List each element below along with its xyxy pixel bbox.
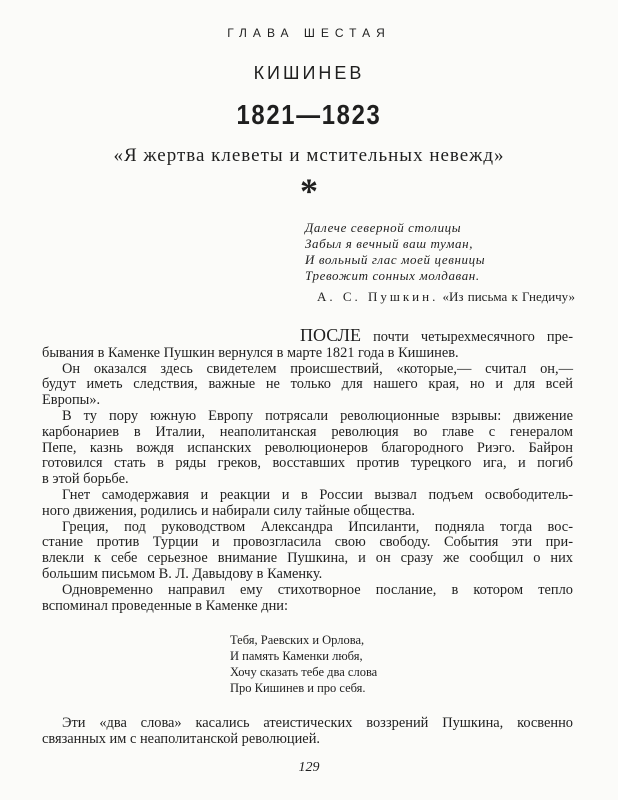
text-line: в этой борьбе. bbox=[42, 471, 129, 488]
epigraph-line: И вольный глас моей цевницы bbox=[305, 252, 486, 267]
quoted-verse bbox=[230, 632, 377, 696]
text-line: связанных им с неаполитанской революцией. bbox=[42, 730, 320, 747]
epigraph-line: Далече северной столицы bbox=[305, 220, 462, 235]
paragraph bbox=[42, 583, 573, 615]
text-line: Гнет самодержавия и реакции и в России вызвал подъем освободитель- bbox=[62, 486, 573, 503]
epigraph-source: «Из письма к Гнедичу» bbox=[442, 289, 576, 304]
verse-line: И память Каменки любя, bbox=[230, 649, 363, 663]
verse-line: Про Кишинев и про себя. bbox=[230, 681, 366, 695]
verse-line: Хочу сказать тебе два слова bbox=[230, 665, 378, 679]
text-line: большим письмом В. Л. Давыдову в Каменку. bbox=[42, 565, 323, 582]
text-line: готовился стать в ряды греков, восставших против турецкого ига, и погиб bbox=[42, 455, 573, 472]
text-line: Он оказался здесь свидетелем происшествий, «которые,— считал он,— bbox=[62, 360, 573, 377]
text-line: вспоминал проведенные в Каменке дни: bbox=[42, 597, 289, 614]
epigraph-verse bbox=[305, 220, 485, 284]
text-line: Пепе, казнь вождя испанских революционеров благородного Риэго. Байрон bbox=[42, 439, 573, 456]
paragraph bbox=[42, 362, 573, 409]
text-line: будут иметь следствия, важные не только для нашего края, но и для всей bbox=[42, 376, 573, 393]
text-line: Одновременно направил ему стихотворное послание, в котором тепло bbox=[62, 581, 573, 598]
text-line: В ту пору южную Европу потрясали революционные взрывы: движение bbox=[62, 407, 573, 424]
text-line: стание против Турции и провозгласила свою свободу. События эти при- bbox=[42, 534, 573, 551]
closing-paragraph bbox=[42, 716, 573, 748]
epigraph-line: Тревожит сонных молдаван. bbox=[305, 268, 480, 283]
text-line: ного движения, родились и набирали силу тайные общества. bbox=[42, 502, 416, 519]
text-line: Европы». bbox=[42, 392, 101, 409]
text-line-rest: почти четырехмесячного пре- bbox=[373, 329, 573, 345]
text-line bbox=[42, 325, 573, 346]
epigraph-author: А. С. Пушкин. bbox=[317, 289, 439, 304]
text-line: карбонариев в Италии, неаполитанская революция во главе с генералом bbox=[42, 423, 573, 440]
chapter-motto: «Я жертва клеветы и мстительных невежд» bbox=[113, 145, 505, 166]
verse-line: Тебя, Раевских и Орлова, bbox=[230, 633, 365, 647]
text-line: влекли к себе серьезное внимание Пушкина, и он сразу же сообщил о них bbox=[42, 550, 573, 567]
asterisk-ornament-icon: * bbox=[300, 171, 318, 211]
page-number: 129 bbox=[298, 760, 320, 775]
paragraph bbox=[42, 488, 573, 520]
chapter-label: ГЛАВА ШЕСТАЯ bbox=[227, 26, 391, 40]
chapter-years: 1821—1823 bbox=[236, 99, 382, 130]
text-line: Эти «два слова» касались атеистических воззрений Пушкина, косвенно bbox=[62, 715, 573, 731]
paragraph bbox=[42, 520, 573, 583]
paragraph bbox=[42, 409, 573, 488]
paragraph bbox=[42, 325, 573, 362]
epigraph-attribution bbox=[317, 289, 575, 305]
body-text bbox=[42, 325, 573, 614]
chapter-title: КИШИНЕВ bbox=[253, 63, 365, 83]
epigraph-line: Забыл я вечный ваш туман, bbox=[305, 236, 474, 251]
text-line: Греция, под руководством Александра Ипсиланти, подняла тогда вос- bbox=[62, 518, 573, 535]
text-line: бывания в Каменке Пушкин вернулся в марте 1821 года в Кишинев. bbox=[42, 344, 459, 361]
drop-word: ПОСЛЕ bbox=[300, 325, 361, 345]
